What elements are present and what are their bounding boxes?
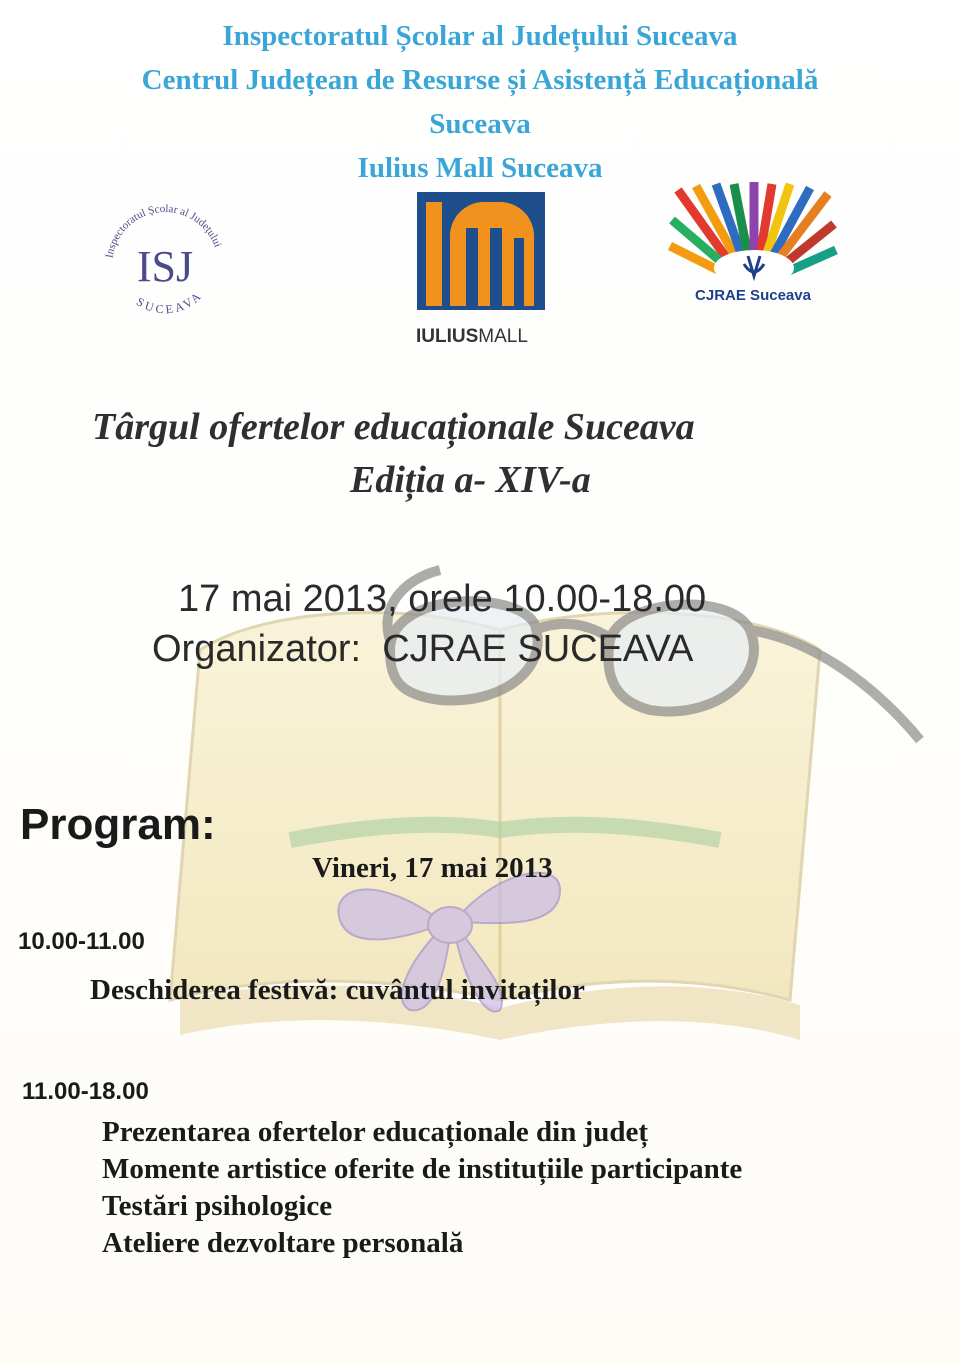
isj-logo-icon — [90, 185, 240, 335]
header-line-center: Centrul Județean de Resurse și Asistență Educațională — [141, 64, 819, 96]
header-line-city: Suceava — [429, 108, 531, 140]
isj-monogram: ISJ — [136, 242, 194, 291]
program-heading: Program: — [20, 800, 216, 849]
cjrae-logo-text: CJRAE Suceava — [695, 287, 811, 304]
program-time-slot: 11.00-18.00 — [22, 1078, 149, 1105]
program-activity: Deschiderea festivă: cuvântul invitaților — [90, 974, 585, 1006]
event-organizer: Organizator: CJRAE SUCEAVA — [152, 628, 694, 670]
header-line-mall: Iulius Mall Suceava — [357, 152, 603, 184]
header — [0, 14, 960, 190]
event-date-time: 17 mai 2013, orele 10.00-18.00 — [178, 578, 707, 620]
program-activity: Momente artistice oferite de instituțiile participante — [102, 1153, 743, 1185]
header-line-inspectorate: Inspectoratul Școlar al Județului Suceava — [222, 20, 738, 52]
svg-text:SUCEAVA — [134, 288, 206, 317]
program-time-slot: 10.00-11.00 — [18, 928, 145, 955]
program-activity: Prezentarea ofertelor educaționale din județ — [102, 1116, 649, 1148]
isj-ring-text: Inspectoratul Școlar al Județului — [103, 202, 224, 259]
program-activity-list — [102, 1114, 742, 1262]
event-edition: Ediția a- XIV-a — [350, 459, 591, 501]
cjrae-pencils-logo-icon — [668, 180, 838, 310]
event-title: Târgul ofertelor educaționale Suceava — [92, 406, 695, 448]
program-activity: Testări psihologice — [102, 1190, 333, 1222]
iulius-mall-logo-icon — [412, 188, 552, 348]
program-activity: Ateliere dezvoltare personală — [102, 1227, 464, 1259]
iulius-brand-text: IULIUSMALL — [416, 326, 528, 347]
program-day: Vineri, 17 mai 2013 — [312, 852, 553, 884]
isj-bottom-text: SUCEAVA — [134, 287, 206, 317]
